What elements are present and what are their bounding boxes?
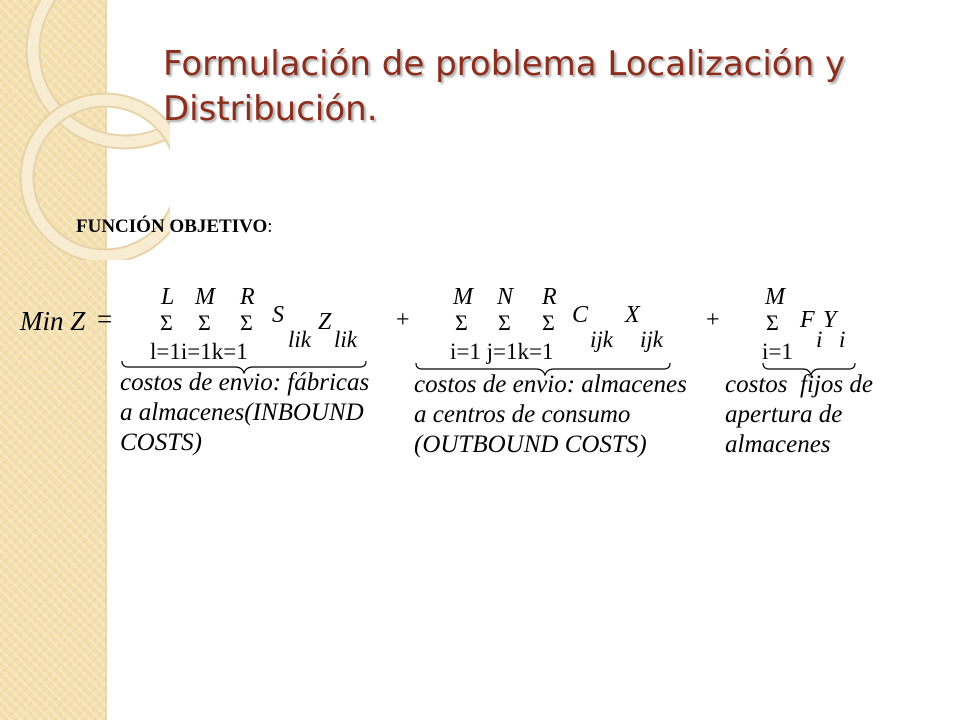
term3-upper-limit-m: M: [765, 284, 785, 310]
slide-title: [163, 42, 933, 132]
term3-description-line-3: almacenes: [725, 431, 831, 458]
term1-sigma-3: Σ: [240, 310, 253, 335]
term1-upper-limit-r: R: [240, 284, 255, 310]
term2-upper-limit-m: M: [453, 284, 473, 310]
term3-var-f: F: [800, 307, 815, 333]
term3-var-f-subscript: i: [816, 327, 823, 352]
term3-var-y-subscript: i: [839, 327, 846, 352]
term3-lower-limit: i=1: [762, 339, 793, 364]
term2-description-line-1: costos de envio: almacenes: [414, 371, 687, 398]
term2-var-c: C: [572, 302, 589, 328]
term3-description-line-2: apertura de: [725, 401, 843, 428]
term2-lower-limits: i=1 j=1k=1: [450, 339, 554, 364]
term2-upper-limit-n: N: [497, 284, 514, 310]
term1-var-z: Z: [318, 309, 332, 335]
term3-description-line-1: costos fijos de: [725, 371, 873, 398]
term1-description-line-2: a almacenes(INBOUND: [120, 399, 364, 426]
formula-equals: =: [97, 304, 113, 334]
term1-description: [120, 368, 369, 458]
term1-description-line-3: COSTS): [120, 429, 202, 456]
formula-plus-1: +: [396, 307, 410, 333]
term2-description-line-3: (OUTBOUND COSTS): [414, 431, 647, 458]
term2-sigma-3: Σ: [542, 310, 555, 335]
term2-description-line-2: a centros de consumo: [414, 401, 631, 428]
term1-var-z-subscript: lik: [334, 327, 357, 352]
term2-var-x-subscript: ijk: [640, 327, 663, 352]
term1-sigma-1: Σ: [160, 310, 173, 335]
term1-lower-limits: l=1i=1k=1: [150, 339, 248, 364]
term1-upper-limit-l: L: [161, 284, 175, 310]
objective-function-formula: [0, 270, 960, 470]
section-label: [76, 216, 273, 238]
term2-upper-limit-r: R: [542, 284, 557, 310]
term1-sigma-2: Σ: [198, 310, 211, 335]
term2-sigma-1: Σ: [455, 310, 468, 335]
formula-plus-2: +: [706, 307, 720, 333]
term1-upper-limit-m: M: [195, 284, 215, 310]
term1-var-s: S: [272, 302, 284, 328]
term3-description: [725, 370, 873, 460]
slide-title-line-1: Formulación de problema Localización y: [163, 44, 846, 84]
term2-description: [414, 370, 687, 460]
term1-var-s-subscript: lik: [288, 327, 311, 352]
term3-sigma: Σ: [766, 310, 779, 335]
term2-var-x: X: [625, 302, 640, 328]
section-label-text: FUNCIÓN OBJETIVO: [76, 216, 268, 237]
term3-var-y: Y: [823, 307, 837, 333]
slide-title-line-2: Distribución.: [163, 89, 378, 129]
formula-lhs: Min Z: [20, 306, 86, 336]
term2-sigma-2: Σ: [498, 310, 511, 335]
section-label-colon: :: [267, 216, 273, 237]
term2-var-c-subscript: ijk: [590, 327, 613, 352]
term1-description-line-1: costos de envio: fábricas: [120, 369, 370, 396]
